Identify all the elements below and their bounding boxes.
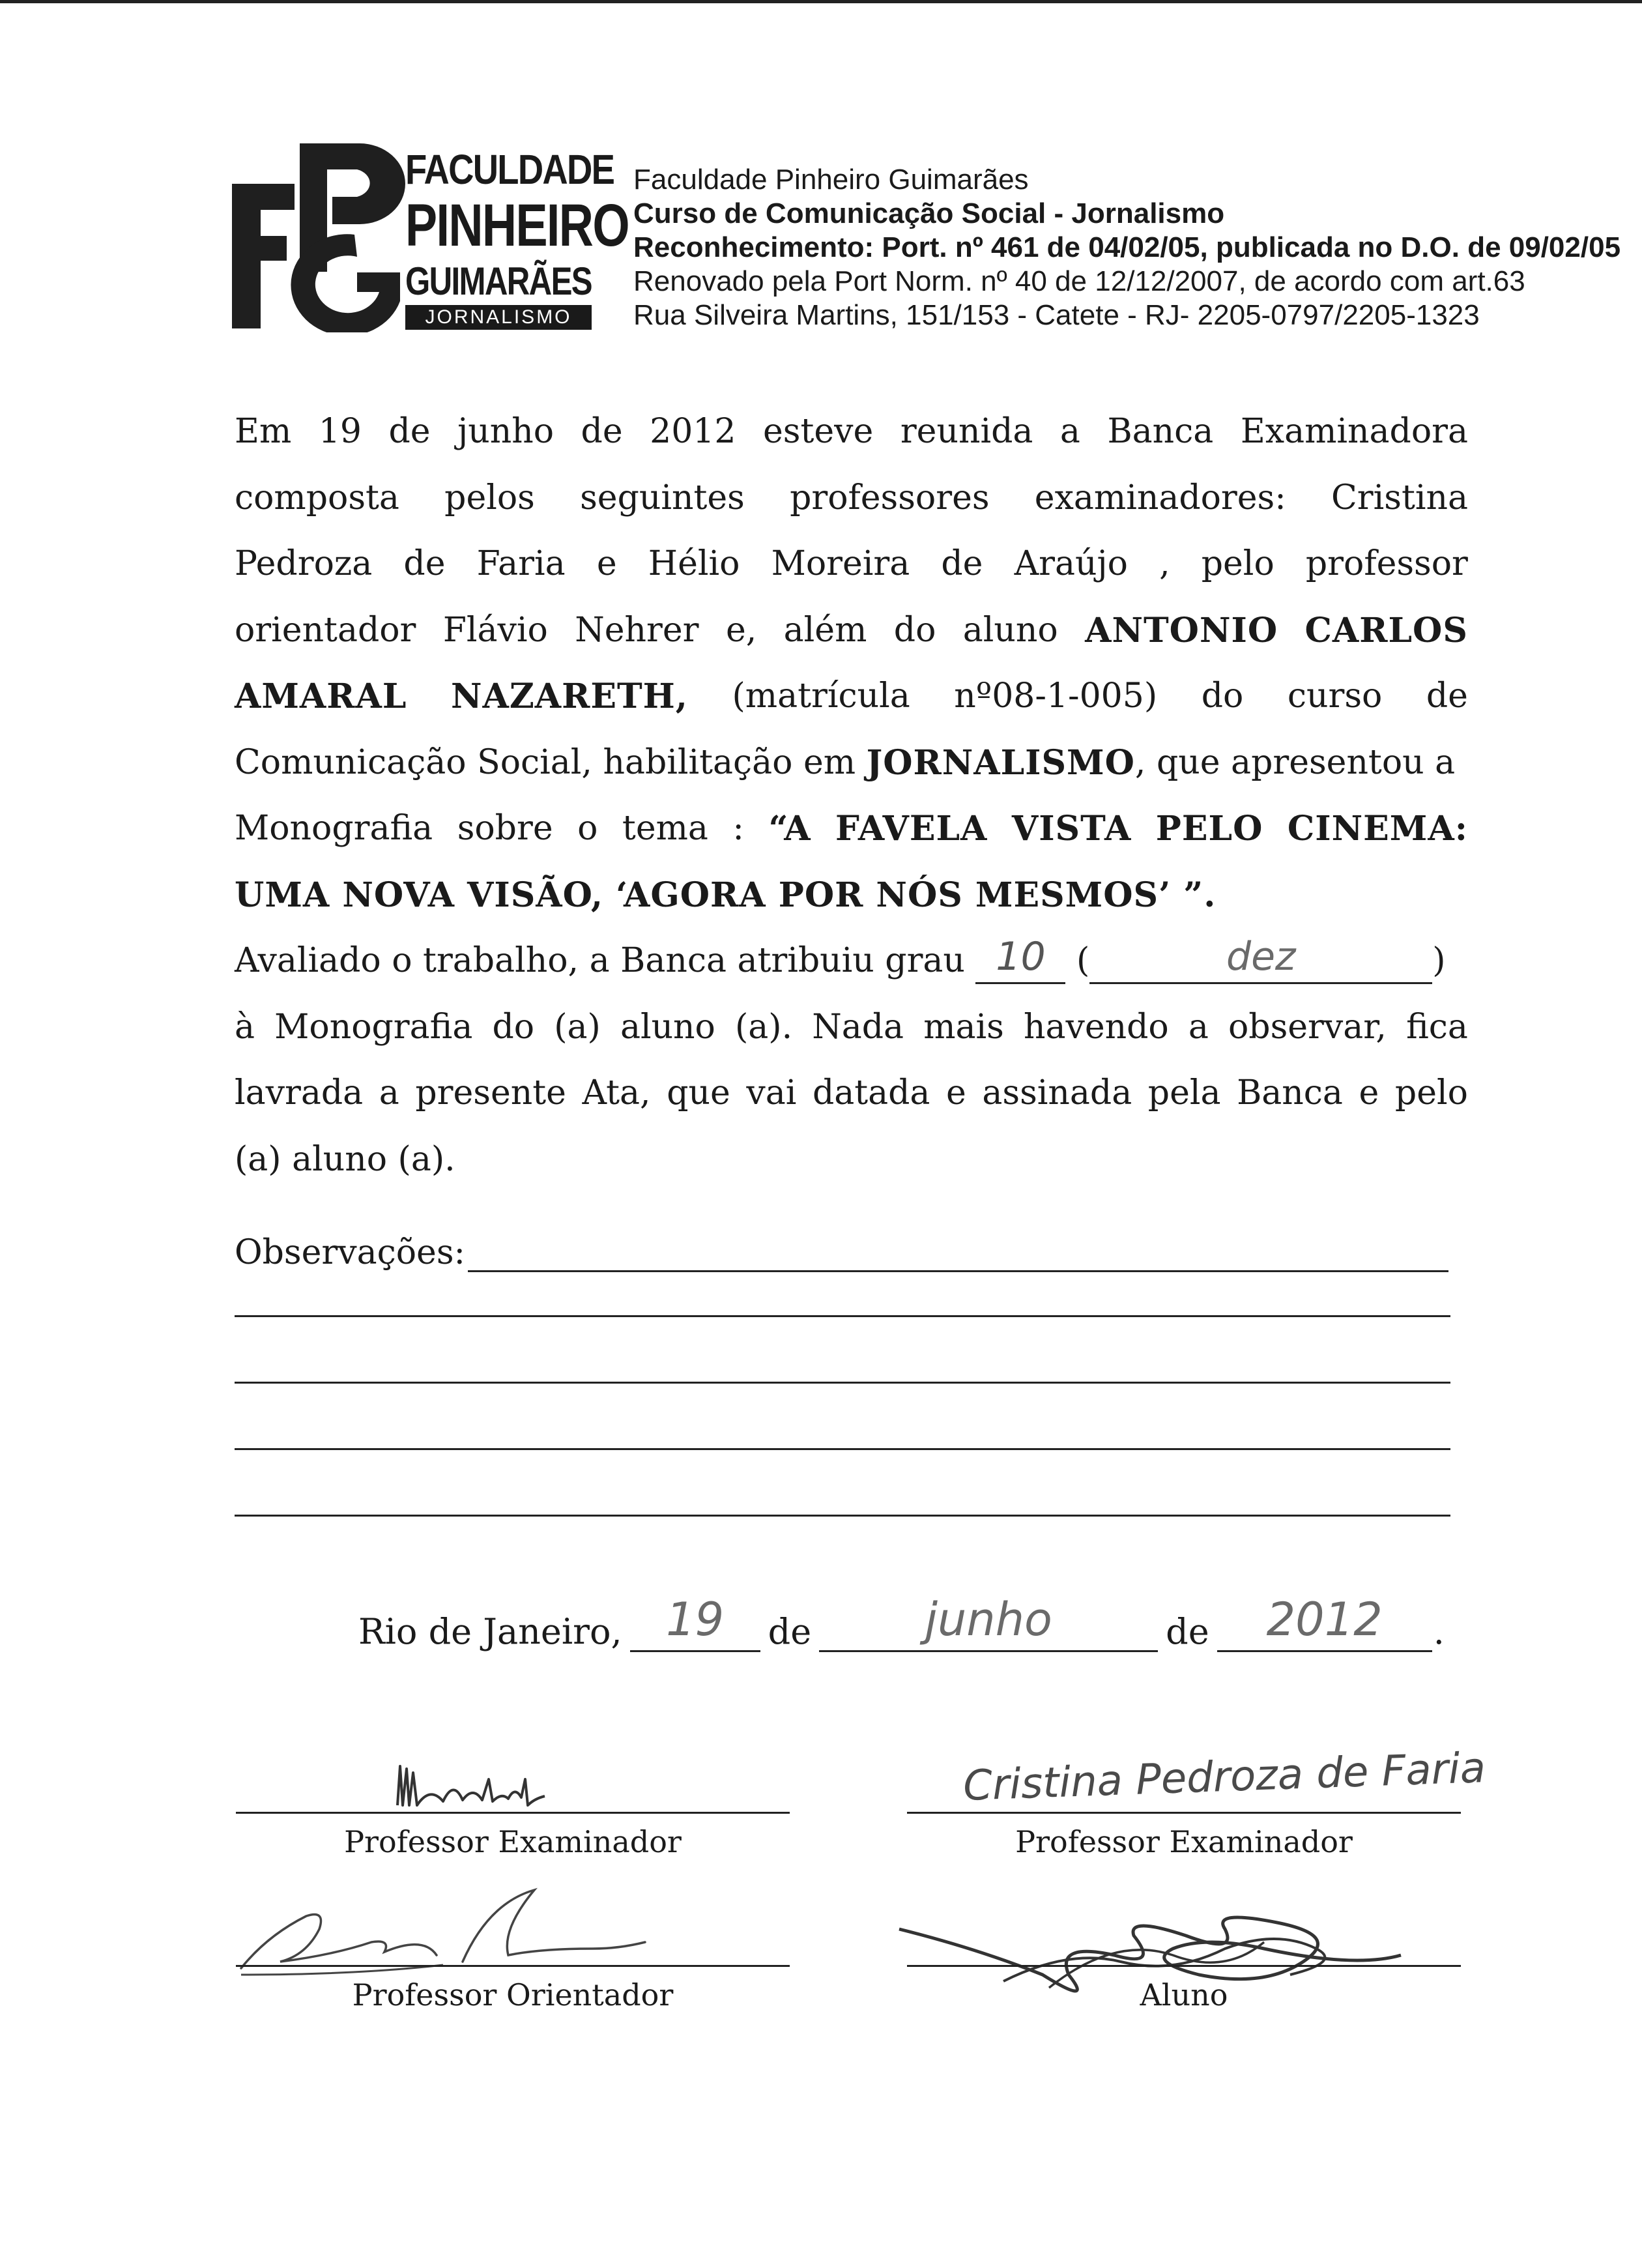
minutes-body [235, 412, 1468, 1272]
word: de [1426, 676, 1468, 716]
word: (a) [554, 1007, 601, 1047]
student-middle-name: CARLOS [1304, 610, 1468, 650]
word: curso [1287, 676, 1383, 716]
word: além [783, 610, 867, 650]
signature-line [236, 1812, 790, 1814]
date-connector: de [768, 1611, 812, 1652]
word: pelo [1201, 544, 1275, 583]
word: professores [790, 478, 990, 517]
word: pelo [1394, 1073, 1468, 1112]
address-line: Rua Silveira Martins, 151/153 - Catete - RJ- 2205-0797/2205-1323 [633, 299, 1480, 331]
thesis-title-word: PELO [1155, 809, 1263, 849]
renewal-line: Renovado pela Port Norm. nº 40 de 12/12/2007, de acordo com art.63 [633, 265, 1525, 297]
text-segment: (a) aluno (a). [235, 1139, 455, 1179]
word: a [379, 1073, 399, 1112]
word: Pedroza [235, 544, 373, 583]
thesis-title-word: VISTA [1011, 809, 1132, 849]
observations-line [235, 1382, 1450, 1384]
word: e [946, 1073, 966, 1112]
student-label: Aluno [1140, 1977, 1228, 2013]
date-line [358, 1593, 1445, 1652]
logo-jornalismo-badge: JORNALISMO [405, 305, 592, 330]
date-day-handwritten: 19 [666, 1593, 725, 1646]
word: Flávio [442, 610, 548, 650]
minutes-line-2 [235, 478, 1468, 545]
word: de [941, 544, 983, 583]
minutes-line-5 [235, 676, 1468, 743]
thesis-title-end: UMA NOVA VISÃO, ‘AGORA POR NÓS MESMOS’ ”. [235, 875, 1217, 915]
advisor-signature-block [236, 1965, 790, 2013]
thesis-title-word: FAVELA [835, 809, 988, 849]
word: datada [812, 1073, 930, 1112]
word: a [1188, 1007, 1209, 1047]
word: Monografia [235, 809, 433, 848]
examiner1-label: Professor Examinador [344, 1824, 682, 1859]
student-surname-1: AMARAL [235, 676, 407, 716]
thesis-title-word: CINEMA: [1287, 809, 1468, 849]
word: composta [235, 478, 399, 517]
word: de [403, 544, 446, 583]
examiner2-label: Professor Examinador [1015, 1824, 1353, 1859]
grade-number-field [975, 934, 1065, 984]
text-segment: ) [1432, 941, 1446, 980]
word: : [732, 809, 744, 848]
word: Cristina [1331, 478, 1468, 517]
signature-line [236, 1965, 790, 1967]
student-first-name: ANTONIO [1085, 610, 1278, 650]
grade-words-handwritten: dez [1226, 934, 1296, 980]
word: e [596, 544, 617, 583]
word: Em [235, 412, 292, 451]
word: do [893, 610, 936, 650]
logo-guimaraes: GUIMARÃES [405, 259, 592, 303]
word: (a). [735, 1007, 793, 1047]
word: orientador [235, 610, 416, 650]
registration-number: nº08-1-005) [954, 676, 1158, 716]
student-signature-block [907, 1965, 1461, 2013]
word: junho [457, 412, 555, 451]
word: esteve [763, 412, 874, 451]
observations-label: Observações: [235, 1232, 466, 1272]
word: Examinadora [1240, 412, 1468, 451]
word: professor [1305, 544, 1468, 583]
minutes-line-10 [235, 1008, 1468, 1074]
minutes-line-12 [235, 1140, 1468, 1206]
date-month-field [819, 1593, 1158, 1652]
word: aluno [620, 1007, 715, 1047]
examiner2-signature: Cristina Pedroza de Faria [962, 1744, 1487, 1810]
word: sobre [457, 809, 553, 848]
word: à [235, 1007, 255, 1047]
institution-info [633, 163, 1642, 332]
word: reunida [900, 412, 1033, 451]
word: Ata, [582, 1073, 651, 1112]
word: pelos [444, 478, 535, 517]
word: 2012 [650, 412, 736, 451]
word: Hélio [648, 544, 740, 583]
date-city: Rio de Janeiro, [358, 1611, 622, 1652]
advisor-label: Professor Orientador [352, 1977, 674, 2013]
word: a [1059, 412, 1080, 451]
word: fica [1406, 1007, 1468, 1047]
word: Banca [1107, 412, 1214, 451]
date-connector: de [1166, 1611, 1209, 1652]
word: o [577, 809, 598, 848]
minutes-line-3 [235, 544, 1468, 611]
observations-row [235, 1206, 1468, 1272]
observations-line [468, 1232, 1448, 1272]
word: pela [1147, 1073, 1221, 1112]
word: observar, [1228, 1007, 1387, 1047]
word: Nehrer [575, 610, 699, 650]
word: que [667, 1073, 730, 1112]
date-day-field [630, 1593, 760, 1652]
signature-line [907, 1965, 1461, 1967]
word: do [1201, 676, 1244, 716]
thesis-title-word: “A [768, 809, 811, 849]
word: Faria [476, 544, 566, 583]
examiner2-signature-block [907, 1812, 1461, 1859]
word: tema [622, 809, 708, 848]
grade-words-field [1089, 934, 1432, 984]
institution-name: Faculdade Pinheiro Guimarães [633, 164, 1029, 196]
text-segment: , que apresentou a [1134, 742, 1456, 782]
word: havendo [1023, 1007, 1169, 1047]
minutes-line-8 [235, 875, 1468, 942]
word: de [581, 412, 623, 451]
student-surname-2: NAZARETH, [450, 676, 688, 716]
top-border-line [0, 0, 1642, 3]
logo-wordmark [405, 146, 629, 330]
program-name: JORNALISMO [866, 742, 1135, 783]
word: (matrícula [732, 676, 910, 716]
date-end: . [1433, 1611, 1445, 1652]
logo-faculdade: FACULDADE [405, 146, 614, 193]
word: Araújo [1014, 544, 1128, 583]
word: assinada [982, 1073, 1132, 1112]
text-segment: Avaliado o trabalho, a Banca atribuiu grau [235, 941, 976, 980]
word: e [1359, 1073, 1379, 1112]
observations-line [235, 1515, 1450, 1517]
word: Nada [812, 1007, 904, 1047]
word: , [1159, 544, 1170, 583]
text-segment: ( [1065, 941, 1090, 980]
word: 19 [318, 412, 362, 451]
minutes-line-6 [235, 743, 1468, 809]
word: examinadores: [1034, 478, 1286, 517]
observations-line [235, 1448, 1450, 1450]
course-name: Curso de Comunicação Social - Jornalismo [633, 197, 1225, 229]
word: vai [746, 1073, 797, 1112]
minutes-line-4 [235, 611, 1468, 677]
word: Banca [1237, 1073, 1343, 1112]
grade-number-handwritten: 10 [996, 934, 1046, 980]
word: do [492, 1007, 535, 1047]
signature-line [907, 1812, 1461, 1814]
word: de [388, 412, 431, 451]
minutes-line-11 [235, 1073, 1468, 1140]
minutes-line-9 [235, 934, 1468, 1008]
word: seguintes [580, 478, 745, 517]
minutes-line-7 [235, 809, 1468, 875]
word: presente [415, 1073, 566, 1112]
examiner1-signature [391, 1760, 560, 1812]
word: e, [725, 610, 757, 650]
date-year-handwritten: 2012 [1266, 1593, 1383, 1646]
observations-line [235, 1315, 1450, 1317]
date-year-field [1217, 1593, 1432, 1652]
word: aluno [962, 610, 1058, 650]
date-month-handwritten: junho [925, 1593, 1052, 1646]
examiner1-signature-block [236, 1812, 790, 1859]
word: Moreira [771, 544, 910, 583]
recognition-line: Reconhecimento: Port. nº 461 de 04/02/05, publicada no D.O. de 09/02/05 [633, 231, 1621, 263]
logo-pinheiro: PINHEIRO [405, 192, 629, 259]
text-segment: Comunicação Social, habilitação em [235, 742, 867, 782]
minutes-line-1 [235, 412, 1468, 478]
word: lavrada [235, 1073, 364, 1112]
word: Monografia [274, 1007, 473, 1047]
word: mais [923, 1007, 1004, 1047]
